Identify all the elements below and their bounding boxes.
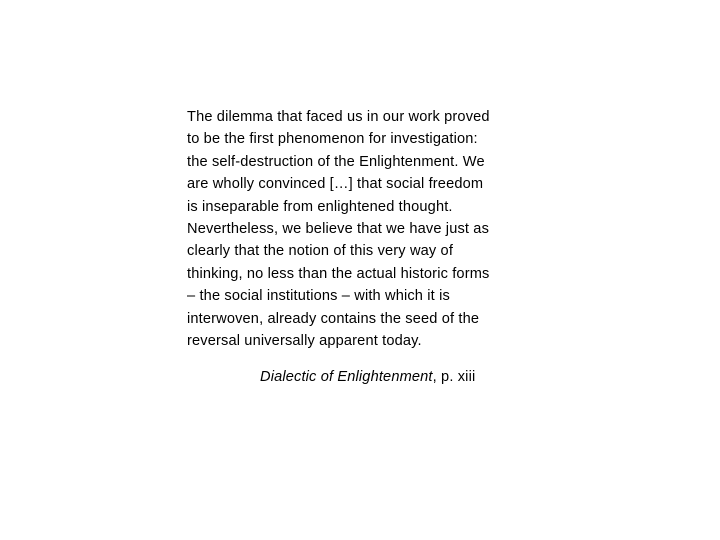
quote-block: [187, 106, 547, 352]
quote-line: thinking, no less than the actual historic forms: [187, 265, 490, 282]
citation: [260, 366, 475, 388]
quote-line: clearly that the notion of this very way of: [187, 243, 454, 260]
quote-line: – the social institutions – with which it is: [187, 288, 450, 305]
quote-line: Nevertheless, we believe that we have just as: [187, 221, 490, 238]
quote-line: interwoven, already contains the seed of the: [187, 310, 480, 327]
quote-line: The dilemma that faced us in our work proved: [187, 109, 490, 125]
quote-line: are wholly convinced […] that social freedom: [187, 176, 484, 193]
quote-line: reversal universally apparent today.: [187, 333, 422, 350]
quote-line: the self-destruction of the Enlightenment. We: [187, 153, 485, 170]
citation-page: , p. xiii: [432, 369, 476, 385]
citation-title: Dialectic of Enlightenment: [260, 369, 433, 385]
quote-line: to be the first phenomenon for investigation:: [187, 131, 478, 148]
quote-line: is inseparable from enlightened thought.: [187, 198, 453, 215]
